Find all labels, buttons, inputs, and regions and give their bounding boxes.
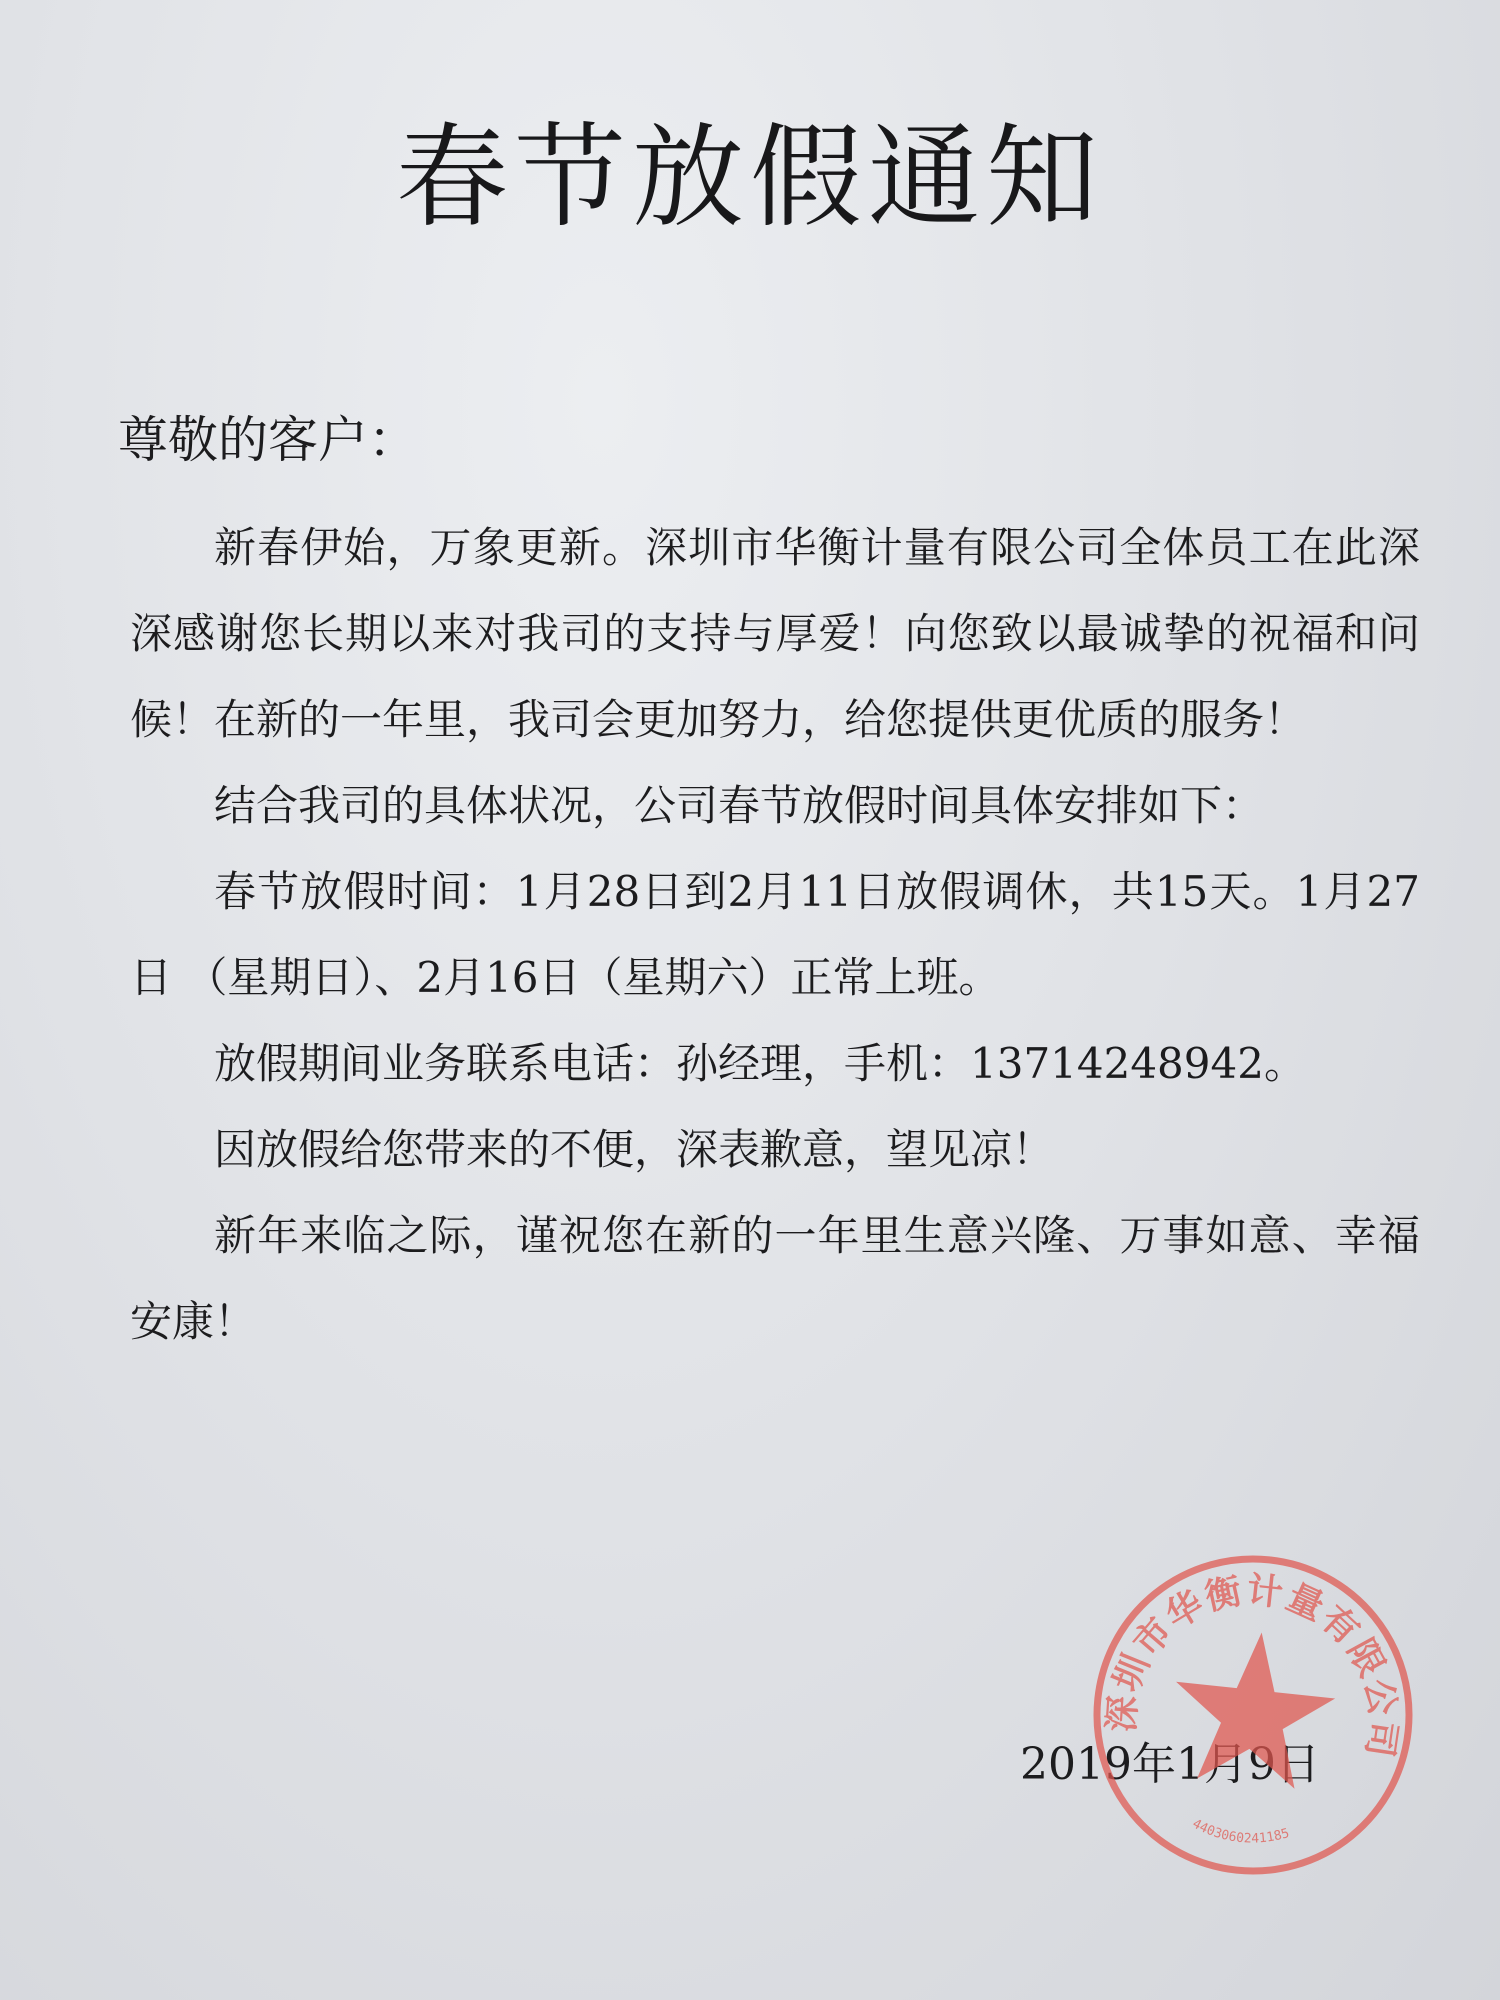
notice-date: 2019年1月9日 (1020, 1739, 1320, 1790)
company-seal (1072, 1534, 1435, 1897)
arrangement-intro-paragraph: 结合我司的具体状况，公司春节放假时间具体安排如下： (214, 781, 1265, 830)
seal-star-icon (1166, 1624, 1341, 1792)
apology-paragraph: 因放假给您带来的不便，深表歉意，望见凉！ (214, 1125, 1055, 1174)
seal-company-name: 深圳市华衡计量有限公司 (1101, 1569, 1404, 1762)
seal-number: 4403060241185 (1189, 1816, 1292, 1847)
notice-body (130, 505, 1420, 1365)
salutation: 尊敬的客户： (118, 411, 418, 469)
notice-title: 春节放假通知 (396, 113, 1104, 243)
contact-paragraph: 放假期间业务联系电话：孙经理，手机：13714248942。 (214, 1039, 1306, 1088)
greeting-paragraph: 新春伊始，万象更新。深圳市华衡计量有限公司全体员工在此深深感谢您长期以来对我司的支持与厚爱！向您致以最诚挚的祝福和问候！在新的一年里，我司会更加努力，给您提供更优质的服务！ (130, 523, 1420, 744)
closing-wishes-paragraph: 新年来临之际，谨祝您在新的一年里生意兴隆、万事如意、幸福安康！ (130, 1211, 1420, 1346)
holiday-schedule-paragraph: 春节放假时间：1月28日到2月11日放假调休，共15天。1月27日 （星期日）、2月16日（星期六）正常上班。 (130, 867, 1420, 1002)
